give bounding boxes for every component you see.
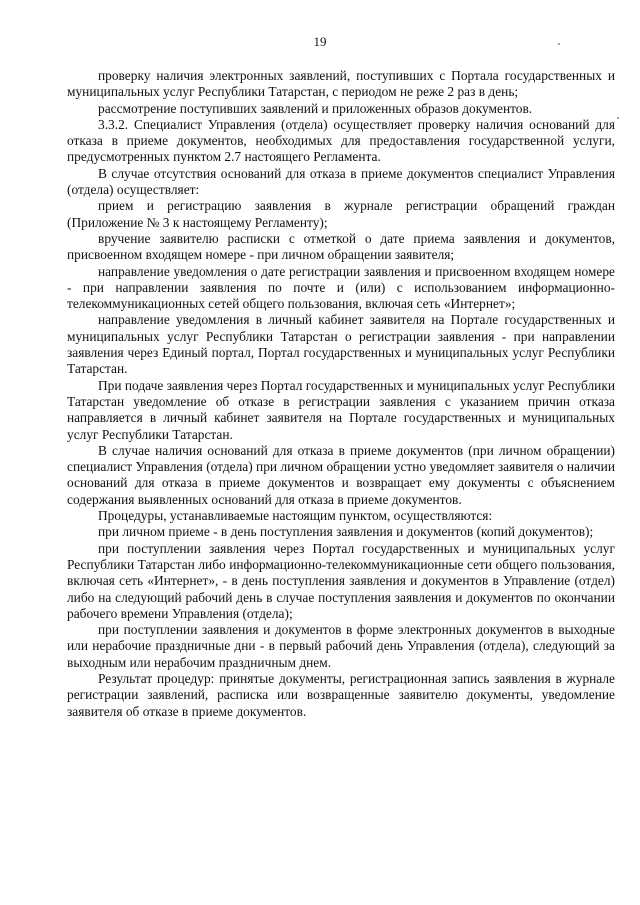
paragraph-portal-receipt: при поступлении заявления через Портал государственных и муниципальных услуг Республики Татарстан либо информационно-телекоммуникационные сети общего пользования, включая сеть «Интернет», - в день поступления заявления и документов в Управление (отдел) либо на следующий рабочий день в случае поступления заявления и документов по окончании рабочего времени Управления (отдела); — [67, 540, 615, 621]
paragraph-result: Результат процедур: принятые документы, регистрационная запись заявления в журнале регистрации заявлений, расписка или возвращенные заявителю документы, уведомление заявителя об отказе в приеме документов. — [67, 670, 615, 719]
page-number: 19 — [313, 34, 327, 49]
paragraph-electronic-check: проверку наличия электронных заявлений, поступивших с Портала государственных и муниципальных услуг Республики Татарстан, с периодом не реже 2 раз в день; — [67, 68, 615, 100]
paragraph-grounds-refusal: В случае наличия оснований для отказа в приеме документов (при личном обращении) специалист Управления (отдела) при личном обращении устно уведомляет заявителя о наличии оснований для отказа в приеме документов и возвращает ему документы с объяснением содержания выявленных оснований для отказа в приеме документов. — [67, 442, 615, 507]
scan-speck — [617, 117, 619, 119]
paragraph-3-3-2: 3.3.2. Специалист Управления (отдела) осуществляет проверку наличия оснований для отказа в приеме документов, необходимых для предоставления государственной услуги, предусмотренных пунктом 2.7 настоящего Регламента. — [67, 116, 615, 165]
paragraph-no-grounds-intro: В случае отсутствия оснований для отказа в приеме документов специалист Управления (отдела) осуществляет: — [67, 165, 615, 198]
paragraph-review-applications: рассмотрение поступивших заявлений и приложенных образов документов. — [98, 100, 533, 116]
scan-speck — [558, 43, 560, 45]
paragraph-personal-reception: при личном приеме - в день поступления заявления и документов (копий документов); — [98, 524, 594, 540]
paragraph-receipt: вручение заявителю расписки с отметкой о дате приема заявления и документов, присвоенном входящем номере - при личном обращении заявителя; — [67, 230, 615, 263]
paragraph-holiday-receipt: при поступлении заявления и документов в форме электронных документов в выходные или нерабочие праздничные дни - в первый рабочий день Управления (отдела), следующий за выходным или нерабочим праздничным днем. — [67, 622, 615, 670]
paragraph-registration: прием и регистрацию заявления в журнале регистрации обращений граждан (Приложение № 3 к настоящему Регламенту); — [67, 198, 615, 230]
paragraph-portal-refusal: При подаче заявления через Портал государственных и муниципальных услуг Республики Татарстан уведомление об отказе в регистрации заявления с указанием причин отказа направляется в личный кабинет заявителя на Портале государственных и муниципальных услуг Республики Татарстан. — [67, 377, 615, 442]
paragraph-notification-cabinet: направление уведомления в личный кабинет заявителя на Портале государственных и муниципальных услуг Республики Татарстан о регистрации заявления - при направлении заявления через Единый портал, Портал государственных и муниципальных услуг Республики Татарстан. — [67, 312, 615, 377]
document-body — [67, 68, 615, 720]
paragraph-notification-post: направление уведомления о дате регистрации заявления и присвоенном входящем номере - при направлении заявления по почте и (или) с использованием информационно-телекоммуникационных сетей общего пользования, включая сеть «Интернет»; — [67, 263, 615, 312]
paragraph-procedures-intro: Процедуры, устанавливаемые настоящим пунктом, осуществляются: — [98, 508, 493, 524]
